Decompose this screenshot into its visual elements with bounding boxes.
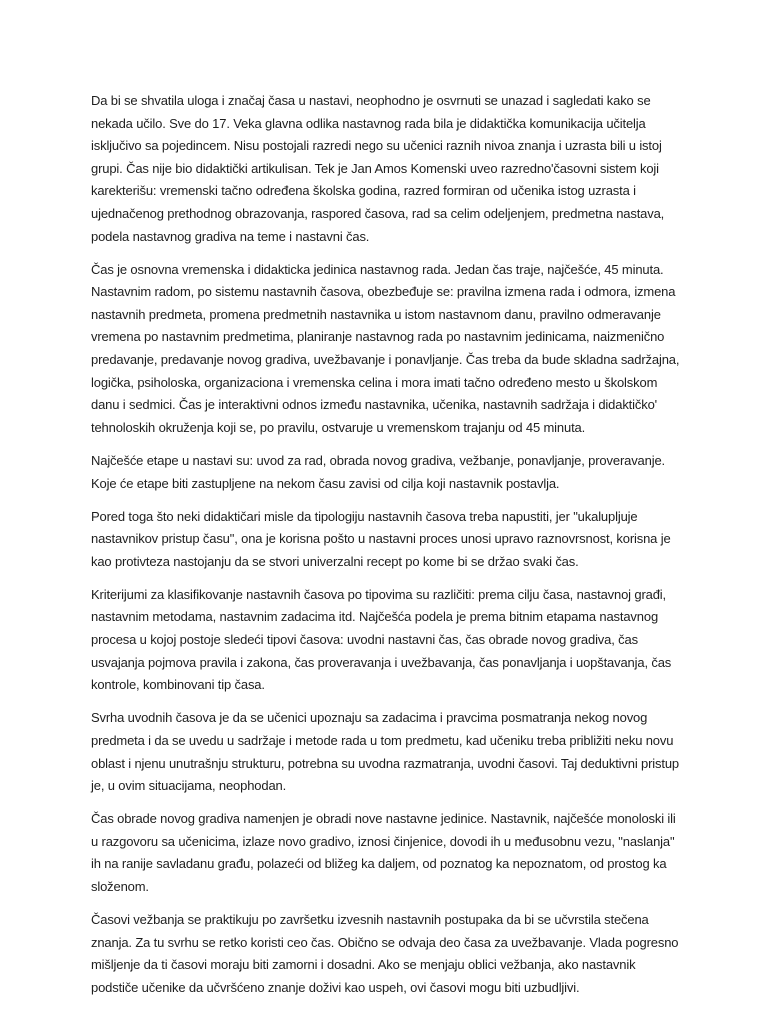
paragraph-criteria: Kriterijumi za klasifikovanje nastavnih časova po tipovima su različiti: prema cilju časa, nastavnoj građi, nastavnim metodama, nastavnim zadacima itd. Najčešća podela je prema bitnim etapama nastavnog procesa u kojoj postoje sledeći tipovi časova: uvodni nastavni čas, čas obrade novog gradiva, čas usvajanja pojmova pravila i zakona, čas proveravanja i uvežbavanja, čas ponavljanja i uopštavanja, čas kontrole, kombinovani tip časa. — [91, 586, 672, 693]
paragraph-new-material: Čas obrade novog gradiva namenjen je obradi nove nastavne jedinice. Nastavnik, najčešće monoloski ili u razgovoru sa učenicima, izlaze novo gradivo, iznosi činjenice, dovodi ih u međusobnu vezu, "naslanja" ih na ranije savladanu građu, polazeći od bližeg ka daljem, od poznatog ka nepoznatom, od prostog ka složenom. — [91, 811, 676, 894]
paragraph-stages: Najčešće etape u nastavi su: uvod za rad, obrada novog gradiva, vežbanje, ponavljanje, proveravanje. Koje će etape biti zastupljene na nekom času zavisi od cilja koji nastavnik postavlja. — [91, 452, 665, 491]
paragraph-practice: Časovi vežbanja se praktikuju po završetku izvesnih nastavnih postupaka da bi se učvrstila stečena znanja. Za tu svrhu se retko koristi ceo čas. Obično se odvaja deo časa za uvežbavanje. Vlada pogresno mišljenje da ti časovi moraju biti zamorni i dosadni. Ako se menjaju oblici vežbanja, ako nastavnik podstiče učenike da učvršćeno znanje doživi kao uspeh, ovi časovi mogu biti uzbudljivi. — [91, 912, 679, 995]
document-body — [91, 90, 681, 1010]
paragraph-definition: Čas je osnovna vremenska i didakticka jedinica nastavnog rada. Jedan čas traje, najčešće, 45 minuta. Nastavnim radom, po sistemu nastavnih časova, obezbeđuje se: pravilna izmena rada i odmora, izmena nastavnih predmeta, promena predmetnih nastavnika u istom nastavnom danu, pravilno odmeravanje vremena po nastavnim predmetima, planiranje nastavnog rada po nastavnim jedinicama, naizmenično predavanje, predavanje novog gradiva, uvežbavanje i ponavljanje. Čas treba da bude skladna sadržajna, logička, psiholoska, organizaciona i vremenska celina i mora imati tačno određeno mesto u školskom danu i sedmici. Čas je interaktivni odnos između nastavnika, učenika, nastavnih sadržaja i didaktičko' tehnoloskih okruženja koji se, po pravilu, ostvaruje u vremenskom trajanju od 45 minuta. — [91, 261, 680, 435]
paragraph-typology: Pored toga što neki didaktičari misle da tipologiju nastavnih časova treba napustiti, jer "ukalupljuje nastavnikov pristup času", ona je korisna pošto u nastavni proces unosi upravo raznovrsnost, korisna je kao protivteza nastojanju da se stvori univerzalni recept po kome bi se držao svaki čas. — [91, 508, 671, 569]
paragraph-history: Da bi se shvatila uloga i značaj časa u nastavi, neophodno je osvrnuti se unazad i sagledati kako se nekada učilo. Sve do 17. Veka glavna odlika nastavnog rada bila je didaktička komunikacija učitelja isključivo sa pojedincem. Nisu postojali razredi nego su učenici raznih nivoa znanja i uzrasta bili u istoj grupi. Čas nije bio didaktički artikulisan. Tek je Jan Amos Komenski uveo razredno'časovni sistem koji karekterišu: vremenski tačno određena školska godina, razred formiran od učenika istog uzrasta i ujednačenog prethodnog obrazovanja, raspored časova, rad sa celim odeljenjem, predmetna nastava, podela nastavnog gradiva na teme i nastavni čas. — [91, 93, 665, 244]
paragraph-introductory: Svrha uvodnih časova je da se učenici upoznaju sa zadacima i pravcima posmatranja nekog novog predmeta i da se uvedu u sadržaje i metode rada u tom predmetu, kad učeniku treba približiti neku novu oblast i njenu unutrašnju strukturu, potrebna su uvodna razmatranja, uvodni časovi. Taj deduktivni pristup je, u ovim situacijama, neophodan. — [91, 710, 679, 794]
